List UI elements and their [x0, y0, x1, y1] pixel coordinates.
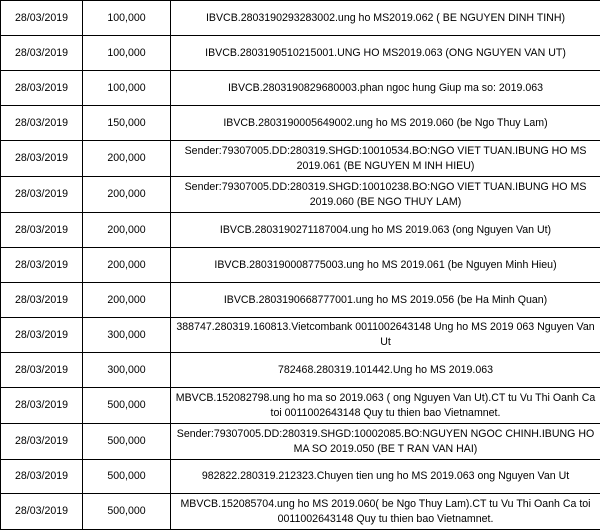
date-cell: 28/03/2019 [1, 248, 83, 283]
amount-cell: 200,000 [83, 177, 171, 213]
date-cell: 28/03/2019 [1, 71, 83, 106]
date-cell: 28/03/2019 [1, 177, 83, 213]
table-row [1, 318, 600, 353]
table-row [1, 388, 600, 424]
date-cell: 28/03/2019 [1, 388, 83, 424]
table-row [1, 71, 600, 106]
content-cell: IBVCB.2803190829680003.phan ngoc hung Giup ma so: 2019.063 [171, 71, 600, 106]
content-cell: 982822.280319.212323.Chuyen tien ung ho MS 2019.063 ong Nguyen Van Ut [171, 460, 600, 494]
content-cell: IBVCB.2803190008775003.ung ho MS 2019.061 (be Nguyen Minh Hieu) [171, 248, 600, 283]
amount-cell: 500,000 [83, 494, 171, 530]
table-row [1, 424, 600, 460]
amount-cell: 300,000 [83, 353, 171, 388]
amount-cell: 200,000 [83, 213, 171, 248]
table-row [1, 248, 600, 283]
content-cell: Sender:79307005.DD:280319.SHGD:10002085.BO:NGUYEN NGOC CHINH.IBUNG HO MA SO 2019.050 (BE T RAN VAN HAI) [171, 424, 600, 460]
table-row [1, 213, 600, 248]
content-cell: MBVCB.152082798.ung ho ma so 2019.063 ( ong Nguyen Van Ut).CT tu Vu Thi Oanh Ca toi 0011002643148 Quy tu thien bao Vietnamnet. [171, 388, 600, 424]
amount-cell: 200,000 [83, 141, 171, 177]
amount-cell: 100,000 [83, 36, 171, 71]
content-cell: Sender:79307005.DD:280319.SHGD:10010238.BO:NGO VIET TUAN.IBUNG HO MS 2019.060 (BE NGO THUY LAM) [171, 177, 600, 213]
date-cell: 28/03/2019 [1, 1, 83, 36]
date-cell: 28/03/2019 [1, 283, 83, 318]
amount-cell: 150,000 [83, 106, 171, 141]
table-row [1, 106, 600, 141]
table-row [1, 1, 600, 36]
content-cell: IBVCB.2803190293283002.ung ho MS2019.062 ( BE NGUYEN DINH TINH) [171, 1, 600, 36]
date-cell: 28/03/2019 [1, 213, 83, 248]
amount-cell: 100,000 [83, 71, 171, 106]
amount-cell: 100,000 [83, 1, 171, 36]
content-cell: IBVCB.2803190668777001.ung ho MS 2019.056 (be Ha Minh Quan) [171, 283, 600, 318]
amount-cell: 500,000 [83, 424, 171, 460]
amount-cell: 500,000 [83, 460, 171, 494]
table-row [1, 353, 600, 388]
amount-cell: 200,000 [83, 283, 171, 318]
date-cell: 28/03/2019 [1, 36, 83, 71]
date-cell: 28/03/2019 [1, 318, 83, 353]
date-cell: 28/03/2019 [1, 106, 83, 141]
content-cell: IBVCB.2803190005649002.ung ho MS 2019.060 (be Ngo Thuy Lam) [171, 106, 600, 141]
content-cell: IBVCB.2803190510215001.UNG HO MS2019.063 (ONG NGUYEN VAN UT) [171, 36, 600, 71]
table-row [1, 283, 600, 318]
date-cell: 28/03/2019 [1, 494, 83, 530]
date-cell: 28/03/2019 [1, 141, 83, 177]
date-cell: 28/03/2019 [1, 460, 83, 494]
content-cell: IBVCB.2803190271187004.ung ho MS 2019.063 (ong Nguyen Van Ut) [171, 213, 600, 248]
amount-cell: 300,000 [83, 318, 171, 353]
content-cell: 388747.280319.160813.Vietcombank 0011002643148 Ung ho MS 2019 063 Nguyen Van Ut [171, 318, 600, 353]
amount-cell: 500,000 [83, 388, 171, 424]
table-row [1, 460, 600, 494]
content-cell: 782468.280319.101442.Ung ho MS 2019.063 [171, 353, 600, 388]
table-row [1, 494, 600, 530]
table-row [1, 177, 600, 213]
table-row [1, 141, 600, 177]
amount-cell: 200,000 [83, 248, 171, 283]
date-cell: 28/03/2019 [1, 424, 83, 460]
content-cell: MBVCB.152085704.ung ho MS 2019.060( be Ngo Thuy Lam).CT tu Vu Thi Oanh Ca toi 0011002643148 Quy tu thien bao Vietnamnet. [171, 494, 600, 530]
content-cell: Sender:79307005.DD:280319.SHGD:10010534.BO:NGO VIET TUAN.IBUNG HO MS 2019.061 (BE NGUYEN M INH HIEU) [171, 141, 600, 177]
date-cell: 28/03/2019 [1, 353, 83, 388]
table-row [1, 36, 600, 71]
